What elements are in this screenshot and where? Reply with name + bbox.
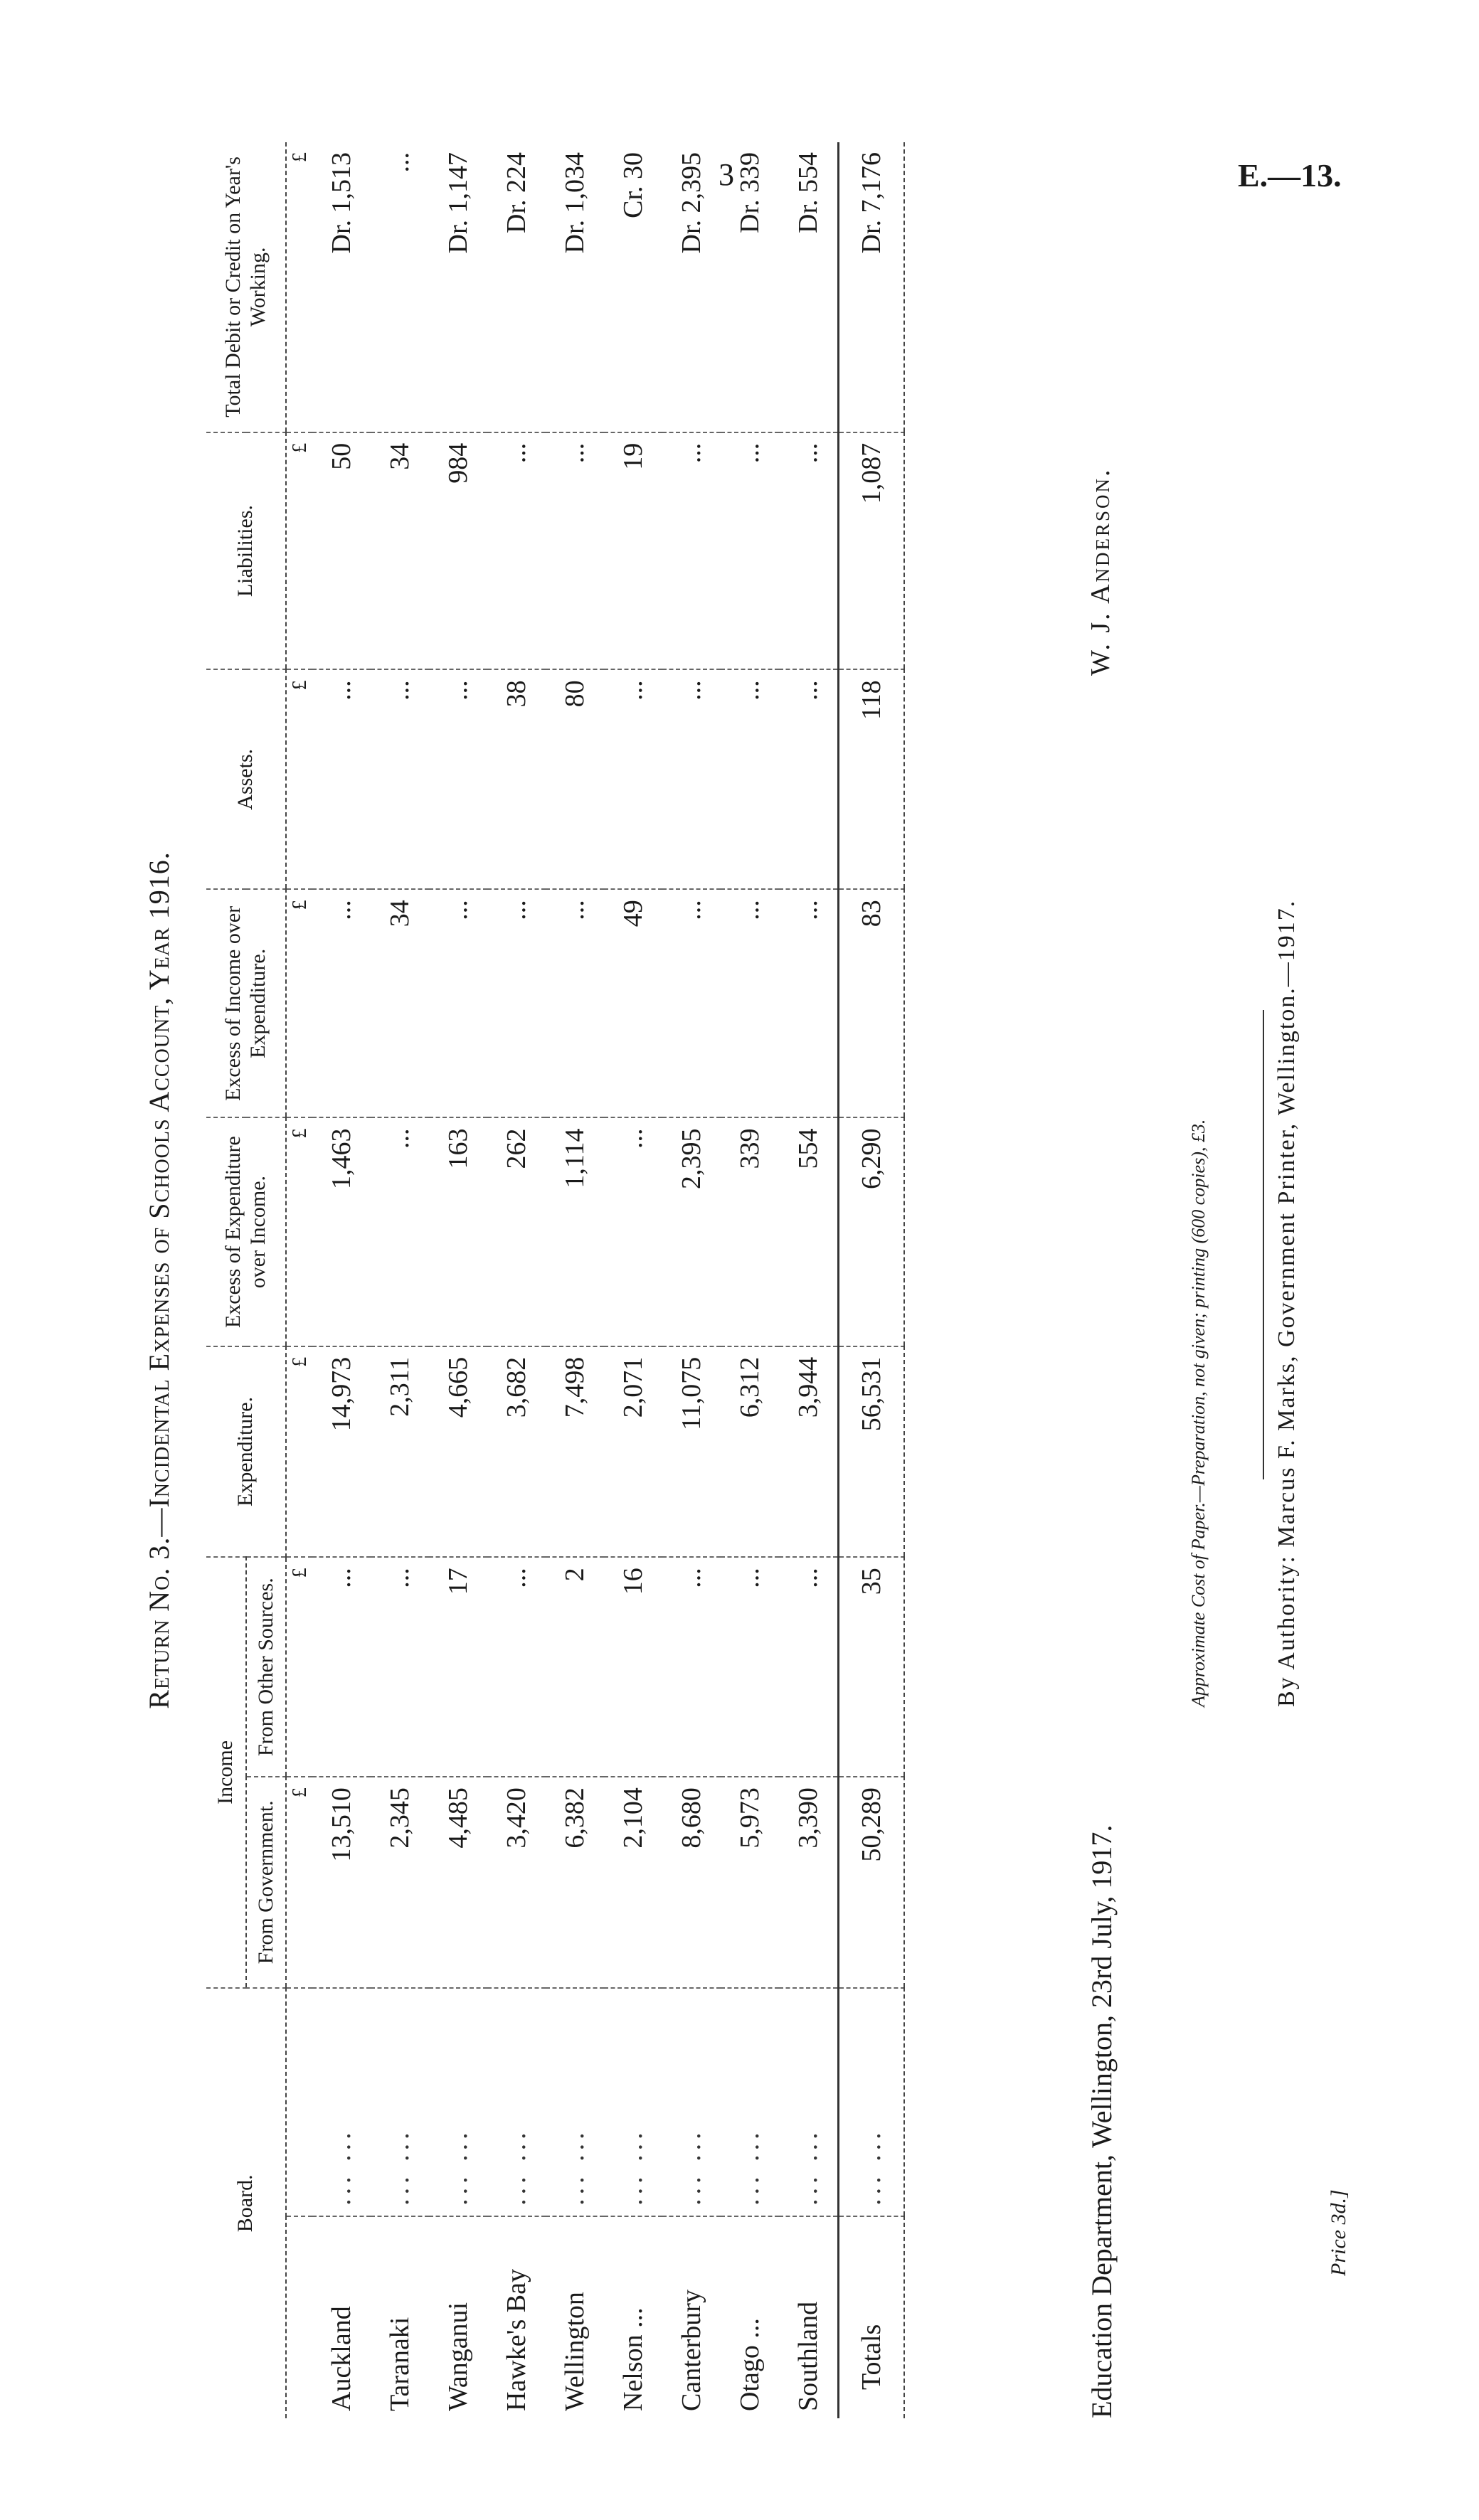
leader-dots: ... ... [839, 1988, 905, 2216]
from-government-cell: 8,680 [662, 1777, 721, 1988]
header-assets: Assets. [206, 669, 286, 889]
excess-expenditure-cell: 1,463 [312, 1117, 371, 1346]
excess-expenditure-cell: 554 [779, 1117, 839, 1346]
expenditure-cell: 14,973 [312, 1346, 371, 1558]
document-code: E.—13. [1238, 157, 1342, 193]
unit-symbol: £ [286, 669, 312, 889]
totals-label: Totals [839, 2216, 905, 2418]
leader-dots: ... ... [429, 1988, 487, 2216]
excess-income-cell: 49 [604, 889, 662, 1117]
totals-row [839, 142, 905, 2418]
total-cell: Cr. 30 [618, 152, 648, 218]
header-total: Total Debit or Credit on Year's Working. [206, 142, 286, 432]
header-board: Board. [206, 1988, 286, 2418]
assets-cell: 38 [487, 669, 546, 889]
units-row [286, 142, 312, 2418]
expenditure-cell: 4,665 [429, 1346, 487, 1558]
liabilities-cell: 34 [371, 432, 429, 670]
from-government-cell: 4,485 [429, 1777, 487, 1988]
table-row [546, 142, 604, 2418]
excess-income-cell: ... [429, 889, 487, 1117]
table-row [371, 142, 429, 2418]
header-excess-expenditure: Excess of Expenditure over Income. [206, 1117, 286, 1346]
assets-cell: ... [604, 669, 662, 889]
authority-rule [1263, 1010, 1264, 1479]
table-row [662, 142, 721, 2418]
liabilities-cell: ... [779, 432, 839, 670]
excess-expenditure-cell: 163 [429, 1117, 487, 1346]
total-cell: Dr. 1,147 [443, 152, 473, 254]
leader-dots: ... ... [779, 1988, 839, 2216]
liabilities-cell: 984 [429, 432, 487, 670]
excess-expenditure-cell: ... [604, 1117, 662, 1346]
from-other-sources-cell: ... [662, 1557, 721, 1777]
table-body [286, 142, 904, 2418]
total-cell: Dr. 1,513 [327, 152, 356, 254]
total-cell: Dr. 224 [502, 152, 531, 233]
page-number: 3 [719, 157, 734, 192]
expenditure-cell: 3,682 [487, 1346, 546, 1558]
total-cell: Dr. 2,395 [677, 152, 706, 254]
table-row [429, 142, 487, 2418]
return-table [206, 142, 905, 2418]
board-name: Nelson ... [604, 2216, 662, 2418]
total-cell: ... [385, 152, 415, 173]
assets-cell: ... [371, 669, 429, 889]
expenditure-cell: 7,498 [546, 1346, 604, 1558]
excess-expenditure-cell: 262 [487, 1117, 546, 1346]
unit-symbol: £ [289, 152, 311, 162]
board-name: Wellington [546, 2216, 604, 2418]
unit-symbol: £ [286, 1117, 312, 1346]
from-government-cell: 6,382 [546, 1777, 604, 1988]
leader-dots: ... ... [546, 1988, 604, 2216]
liabilities-cell: 50 [312, 432, 371, 670]
table-row [312, 142, 371, 2418]
liabilities-cell: ... [721, 432, 779, 670]
total-cell: Dr. 554 [793, 152, 823, 233]
expenditure-cell: 3,944 [779, 1346, 839, 1558]
table-row [487, 142, 546, 2418]
header-excess-income: Excess of Income over Expenditure. [206, 889, 286, 1117]
liabilities-cell: ... [487, 432, 546, 670]
from-government-cell: 5,973 [721, 1777, 779, 1988]
total-from-other-sources: 35 [839, 1557, 905, 1777]
from-other-sources-cell: ... [721, 1557, 779, 1777]
price-note: Price 3d.] [1327, 2189, 1350, 2276]
grand-total: Dr. 7,176 [839, 142, 905, 432]
from-other-sources-cell: ... [371, 1557, 429, 1777]
rotated-page-content [100, 142, 1416, 2418]
excess-income-cell: ... [662, 889, 721, 1117]
header-from-other-sources: From Other Sources. [246, 1557, 287, 1777]
from-government-cell: 3,420 [487, 1777, 546, 1988]
from-other-sources-cell: 2 [546, 1557, 604, 1777]
total-excess-expenditure: 6,290 [839, 1117, 905, 1346]
from-government-cell: 2,345 [371, 1777, 429, 1988]
liabilities-cell: ... [546, 432, 604, 670]
unit-symbol: £ [286, 1557, 312, 1777]
assets-cell: ... [429, 669, 487, 889]
assets-cell: ... [312, 669, 371, 889]
assets-cell: ... [721, 669, 779, 889]
from-other-sources-cell: 16 [604, 1557, 662, 1777]
leader-dots: ... ... [662, 1988, 721, 2216]
excess-income-cell: 34 [371, 889, 429, 1117]
footer-date-line: Education Department, Wellington, 23rd July, 1917. [1086, 1824, 1118, 2418]
table-row [721, 142, 779, 2418]
total-from-government: 50,289 [839, 1777, 905, 1988]
expenditure-cell: 6,312 [721, 1346, 779, 1558]
unit-symbol: £ [286, 889, 312, 1117]
expenditure-cell: 11,075 [662, 1346, 721, 1558]
leader-dots: ... ... [487, 1988, 546, 2216]
board-name: Hawke's Bay [487, 2216, 546, 2418]
expenditure-cell: 2,071 [604, 1346, 662, 1558]
board-name: Otago ... [721, 2216, 779, 2418]
assets-cell: 80 [546, 669, 604, 889]
header-income: Income [206, 1557, 246, 1987]
units-padding-cell [286, 1988, 312, 2216]
total-cell: Dr. 339 [735, 152, 765, 233]
header-row-group [206, 142, 246, 2418]
total-expenditure: 56,531 [839, 1346, 905, 1558]
total-liabilities: 1,087 [839, 432, 905, 670]
leader-dots: ... ... [604, 1988, 662, 2216]
from-government-cell: 3,390 [779, 1777, 839, 1988]
excess-expenditure-cell: 339 [721, 1117, 779, 1346]
from-other-sources-cell: ... [312, 1557, 371, 1777]
header-expenditure: Expenditure. [206, 1346, 286, 1558]
excess-income-cell: ... [779, 889, 839, 1117]
printer-authority: By Authority: Marcus F. Marks, Government Printer, Wellington.—1917. [1273, 899, 1300, 1707]
excess-income-cell: ... [721, 889, 779, 1117]
expenditure-cell: 2,311 [371, 1346, 429, 1558]
leader-dots: ... ... [371, 1988, 429, 2216]
header-liabilities: Liabilities. [206, 432, 286, 670]
board-name: Southland [779, 2216, 839, 2418]
leader-dots: ... ... [721, 1988, 779, 2216]
liabilities-cell: ... [662, 432, 721, 670]
total-cell: Dr. 1,034 [560, 152, 590, 254]
from-other-sources-cell: 17 [429, 1557, 487, 1777]
excess-expenditure-cell: 2,395 [662, 1117, 721, 1346]
total-excess-income: 83 [839, 889, 905, 1117]
return-title: Return No. 3.—Incidental Expenses of Schools Account, Year 1916. [143, 851, 175, 1709]
board-name: Wanganui [429, 2216, 487, 2418]
liabilities-cell: 19 [604, 432, 662, 670]
from-government-cell: 2,104 [604, 1777, 662, 1988]
assets-cell: ... [779, 669, 839, 889]
unit-symbol: £ [286, 1777, 312, 1988]
unit-symbol: £ [286, 1346, 312, 1558]
total-assets: 118 [839, 669, 905, 889]
table-row [604, 142, 662, 2418]
excess-income-cell: ... [546, 889, 604, 1117]
board-name: Auckland [312, 2216, 371, 2418]
excess-expenditure-cell: 1,114 [546, 1117, 604, 1346]
from-other-sources-cell: ... [779, 1557, 839, 1777]
leader-dots: ... ... [312, 1988, 371, 2216]
excess-expenditure-cell: ... [371, 1117, 429, 1346]
excess-income-cell: ... [487, 889, 546, 1117]
units-board-cell [286, 2216, 312, 2418]
assets-cell: ... [662, 669, 721, 889]
header-from-government: From Government. [246, 1777, 287, 1988]
approximate-cost-note: Approximate Cost of Paper.—Preparation, not given; printing (600 copies), £3. [1188, 1119, 1209, 1707]
board-name: Taranaki [371, 2216, 429, 2418]
from-other-sources-cell: ... [487, 1557, 546, 1777]
from-government-cell: 13,510 [312, 1777, 371, 1988]
unit-symbol: £ [286, 432, 312, 670]
signer-name: W. J. Anderson. [1086, 467, 1115, 676]
table-row [779, 142, 839, 2418]
excess-income-cell: ... [312, 889, 371, 1117]
board-name: Canterbury [662, 2216, 721, 2418]
